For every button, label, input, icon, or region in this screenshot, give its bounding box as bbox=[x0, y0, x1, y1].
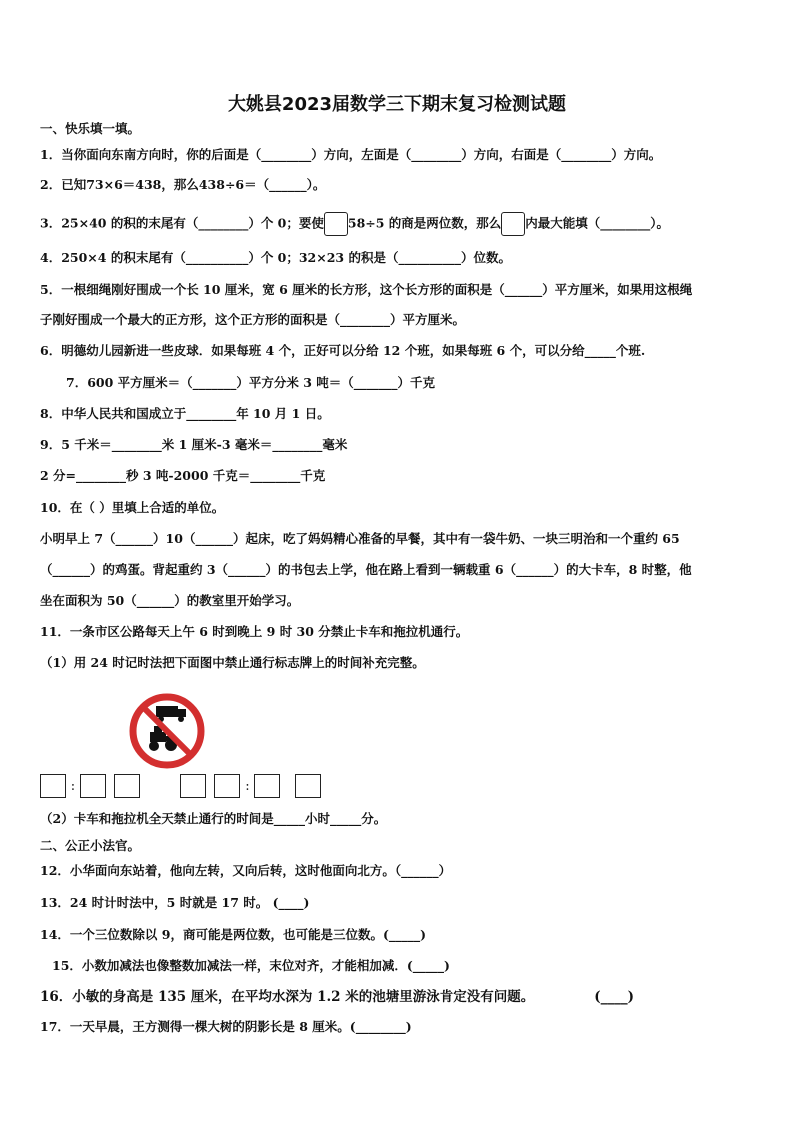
question-9-cont: 2 分=________秒 3 吨-2000 千克＝________千克 bbox=[40, 468, 326, 483]
question-12: 12．小华面向东站着，他向左转，又向后转，这时他面向北方。（______） bbox=[40, 863, 452, 878]
question-10-text-3: 坐在面积为 50（______）的教室里开始学习。 bbox=[40, 593, 300, 608]
section-1-heading: 一、快乐填一填。 bbox=[40, 121, 141, 136]
question-11-part-1: （1）用 24 时记时法把下面图中禁止通行标志牌上的时间补充完整。 bbox=[40, 655, 425, 670]
question-5: 5．一根细绳刚好围成一个长 10 厘米，宽 6 厘米的长方形，这个长方形的面积是（______）平方厘米，如果用这根绳 bbox=[40, 282, 693, 297]
question-4: 4．250×4 的积末尾有（__________）个 0；32×23 的积是（__________）位数。 bbox=[40, 250, 511, 265]
question-1: 1．当你面向东南方向时，你的后面是（________）方向，左面是（________）方向，右面是（________）方向。 bbox=[40, 147, 662, 162]
time-box[interactable] bbox=[180, 774, 206, 798]
question-3-end: 内最大能填（________）。 bbox=[525, 215, 670, 231]
time-box[interactable] bbox=[254, 774, 280, 798]
question-7: 7．600 平方厘米＝（_______）平方分米 3 吨＝（_______）千克 bbox=[66, 375, 436, 390]
question-10-text-2: （______）的鸡蛋。背起重约 3（______）的书包去上学，他在路上看到一辆载重 6（______）的大卡车，8 时整，他 bbox=[40, 562, 692, 577]
time-box[interactable] bbox=[40, 774, 66, 798]
question-11: 11．一条市区公路每天上午 6 时到晚上 9 时 30 分禁止卡车和拖拉机通行。 bbox=[40, 624, 469, 639]
no-trucks-tractors-sign bbox=[128, 692, 206, 770]
question-5-cont: 子刚好围成一个最大的正方形，这个正方形的面积是（________）平方厘米。 bbox=[40, 312, 466, 327]
question-10: 10．在（ ）里填上合适的单位。 bbox=[40, 500, 225, 515]
question-6: 6．明德幼儿园新进一些皮球．如果每班 4 个，正好可以分给 12 个班，如果每班 6 个，可以分给_____个班. bbox=[40, 343, 646, 358]
question-8: 8．中华人民共和国成立于________年 10 月 1 日。 bbox=[40, 406, 330, 421]
question-10-text-1: 小明早上 7（______）10（______）起床，吃了妈妈精心准备的早餐，其中有一袋牛奶、一块三明治和一个重约 65 bbox=[40, 531, 680, 546]
question-9: 9．5 千米＝________米 1 厘米-3 毫米＝________毫米 bbox=[40, 437, 348, 452]
colon: : bbox=[245, 778, 250, 794]
question-16-blank: (____) bbox=[594, 989, 635, 1005]
question-2: 2．已知73×6＝438，那么438÷6＝（______）。 bbox=[40, 177, 326, 192]
question-16-text: 16．小敏的身高是 135 厘米，在平均水深为 1.2 米的池塘里游泳肯定没有问题。 bbox=[40, 989, 535, 1005]
time-box[interactable] bbox=[214, 774, 240, 798]
question-3-mid: 58÷5 的商是两位数，那么 bbox=[347, 215, 502, 231]
question-3 bbox=[40, 212, 669, 236]
section-2-heading: 二、公正小法官。 bbox=[40, 838, 141, 853]
question-13: 13．24 时计时法中，5 时就是 17 时。 (____) bbox=[40, 895, 310, 910]
time-boxes bbox=[40, 774, 321, 798]
question-14: 14．一个三位数除以 9，商可能是两位数，也可能是三位数。(_____) bbox=[40, 927, 427, 942]
digit-box[interactable] bbox=[324, 212, 348, 236]
question-17: 17．一天早晨，王方测得一棵大树的阴影长是 8 厘米。(________) bbox=[40, 1019, 412, 1034]
time-box[interactable] bbox=[80, 774, 106, 798]
time-box[interactable] bbox=[114, 774, 140, 798]
question-3-start: 3．25×40 的积的末尾有（________）个 0；要使 bbox=[40, 215, 324, 231]
question-11-part-2: （2）卡车和拖拉机全天禁止通行的时间是_____小时_____分。 bbox=[40, 811, 387, 826]
question-16 bbox=[40, 989, 634, 1005]
colon: : bbox=[70, 778, 76, 794]
page-title: 大姚县2023届数学三下期末复习检测试题 bbox=[227, 94, 567, 115]
question-15: 15．小数加减法也像整数加减法一样，末位对齐，才能相加减．(_____) bbox=[52, 958, 450, 973]
digit-box[interactable] bbox=[501, 212, 525, 236]
time-box[interactable] bbox=[295, 774, 321, 798]
